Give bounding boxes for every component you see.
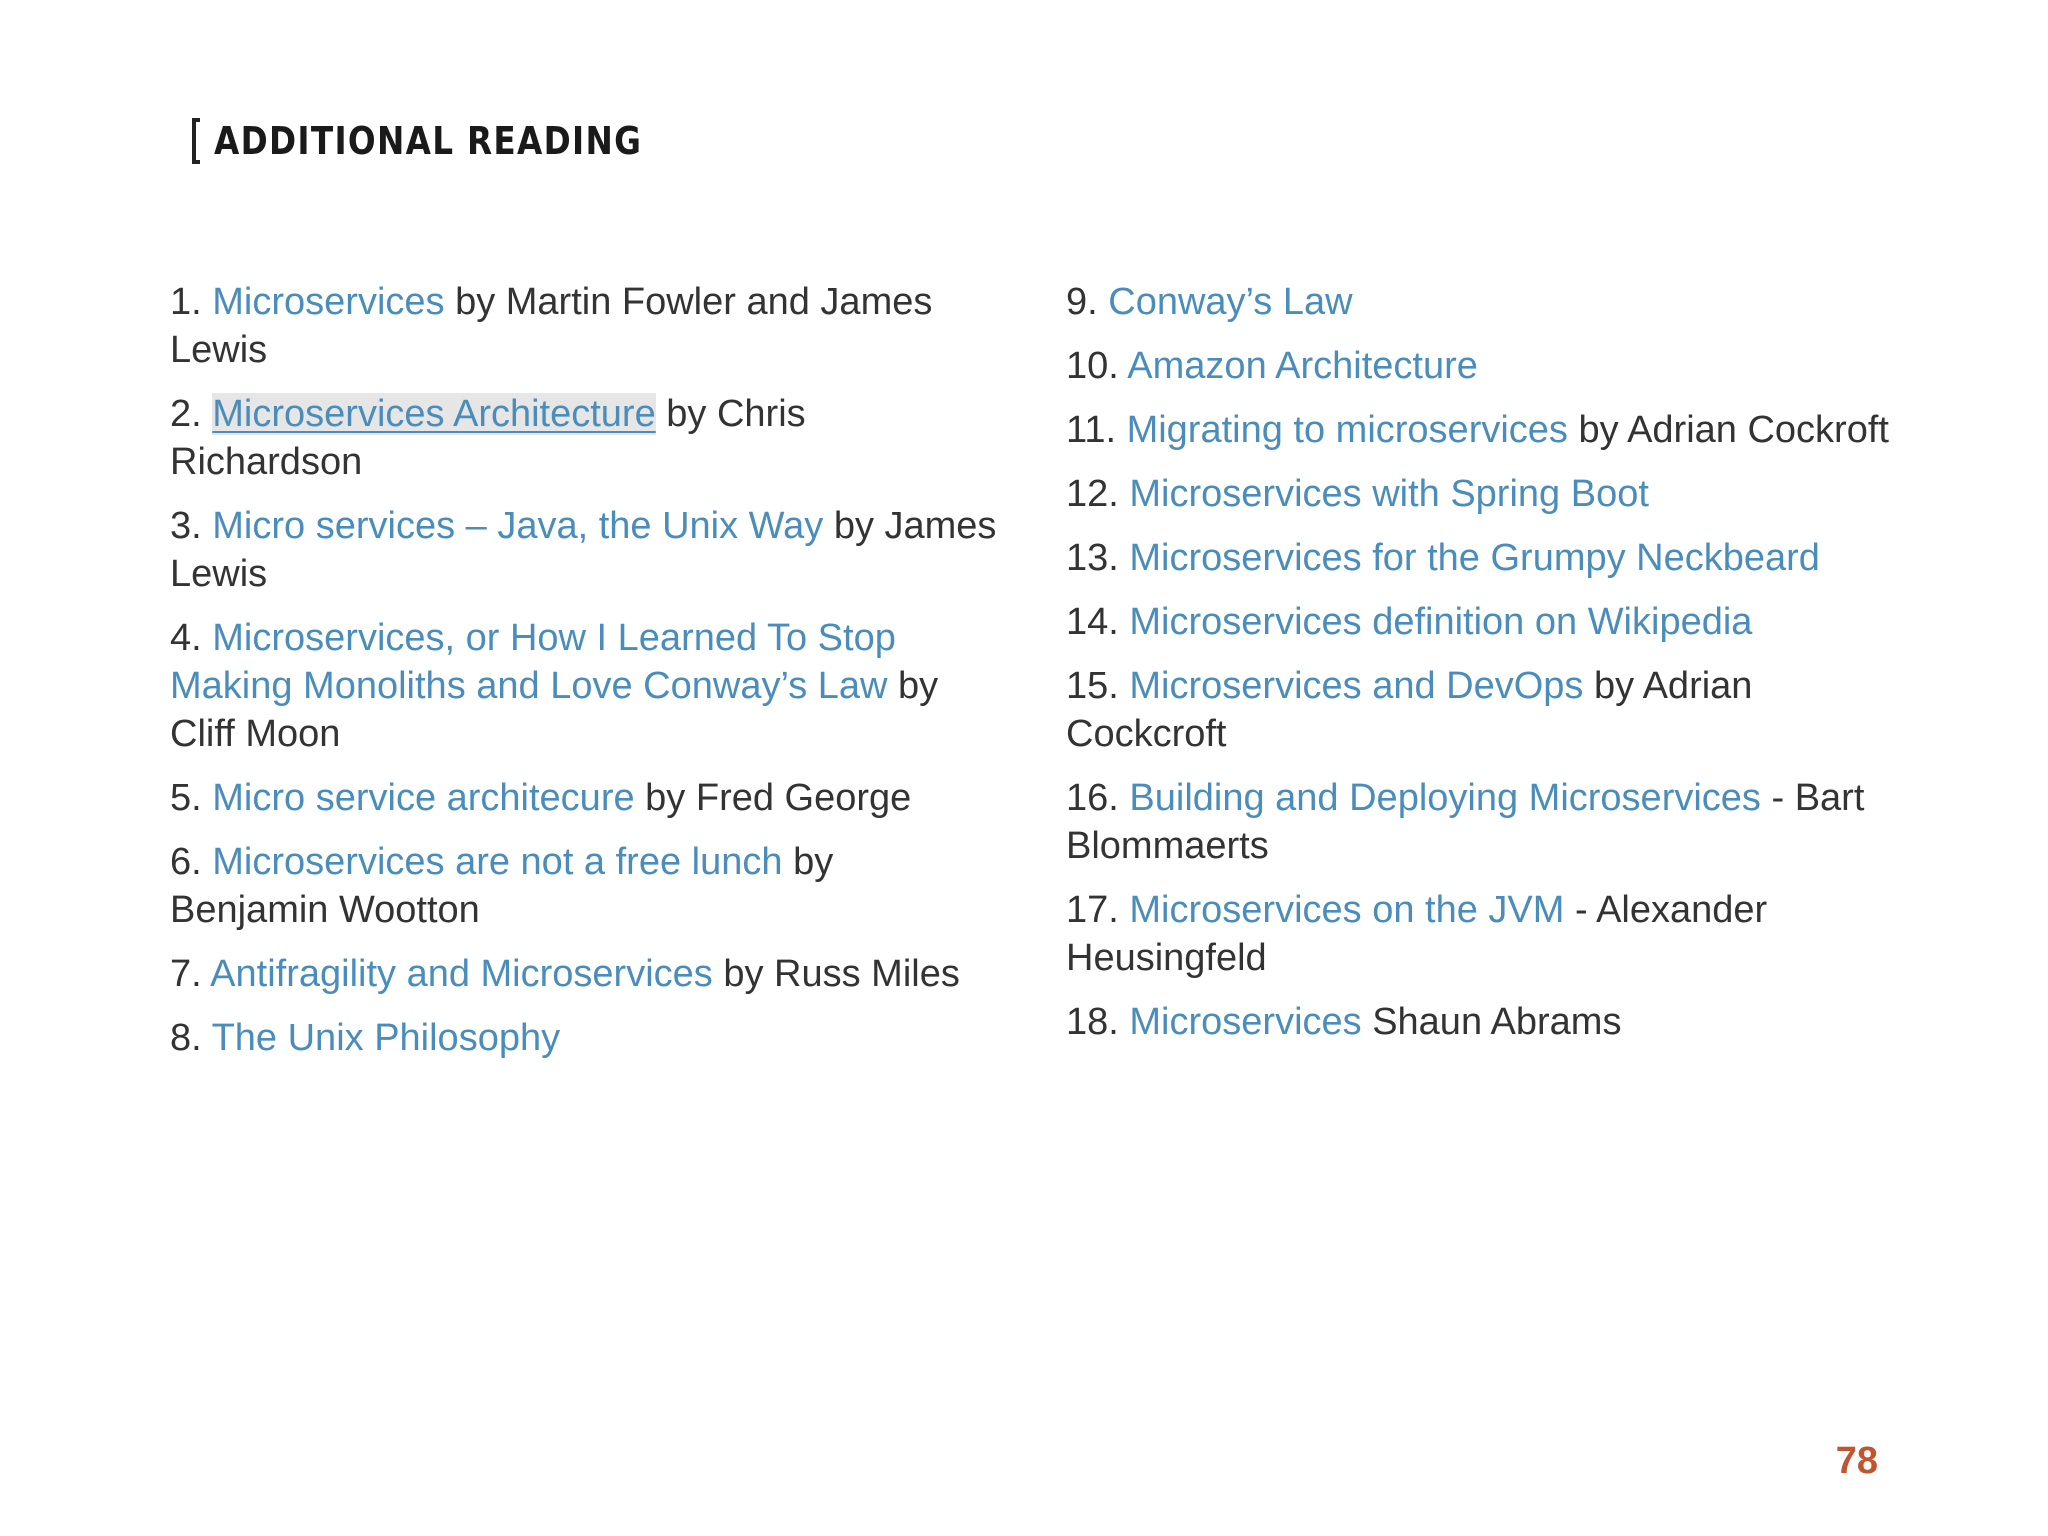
- list-item: [1066, 278, 1896, 326]
- item-author: by Martin Fowler and James Lewis: [170, 281, 933, 371]
- list-item: [1066, 598, 1896, 646]
- reading-link[interactable]: Building and Deploying Microservices: [1129, 777, 1761, 819]
- item-number: 9.: [1066, 281, 1098, 323]
- reading-link[interactable]: Microservices for the Grumpy Neckbeard: [1129, 537, 1820, 579]
- reading-link[interactable]: Micro services – Java, the Unix Way: [212, 505, 824, 547]
- section-heading: [192, 118, 712, 164]
- page-number: 78: [1835, 1440, 1878, 1482]
- reading-list-left-column: [170, 278, 1000, 1078]
- item-author: by Adrian Cockroft: [1567, 409, 1889, 451]
- item-number: 8.: [170, 1017, 202, 1059]
- list-item: [170, 838, 1000, 934]
- reading-link[interactable]: Microservices, or How I Learned To Stop Making Monoliths and Love Conway’s Law: [170, 617, 896, 707]
- list-item: [1066, 774, 1896, 870]
- list-item: [1066, 998, 1896, 1046]
- item-author: by Benjamin Wootton: [170, 841, 834, 931]
- reading-list-right-column: [1066, 278, 1896, 1062]
- item-number: 15.: [1066, 665, 1119, 707]
- item-number: 10.: [1066, 345, 1119, 387]
- item-author: by Cliff Moon: [170, 665, 939, 755]
- list-item: [170, 390, 1000, 486]
- item-author: Shaun Abrams: [1361, 1001, 1622, 1043]
- reading-link[interactable]: Microservices: [212, 281, 445, 323]
- item-author: - Bart Blommaerts: [1066, 777, 1865, 867]
- item-author: by James Lewis: [170, 505, 997, 595]
- item-number: 18.: [1066, 1001, 1119, 1043]
- bracket-icon: [192, 118, 200, 164]
- list-item: [170, 950, 1000, 998]
- item-author: by Fred George: [634, 777, 912, 819]
- reading-link[interactable]: Migrating to microservices: [1126, 409, 1568, 451]
- reading-link[interactable]: Microservices with Spring Boot: [1129, 473, 1649, 515]
- reading-link[interactable]: Microservices are not a free lunch: [212, 841, 783, 883]
- reading-link[interactable]: The Unix Philosophy: [211, 1017, 561, 1059]
- reading-link[interactable]: Conway’s Law: [1108, 281, 1353, 323]
- item-number: 3.: [170, 505, 202, 547]
- list-item: [1066, 534, 1896, 582]
- list-item: [1066, 406, 1896, 454]
- reading-link[interactable]: Microservices definition on Wikipedia: [1129, 601, 1753, 643]
- list-item: [170, 1014, 1000, 1062]
- item-number: 11.: [1066, 409, 1117, 451]
- list-item: [170, 774, 1000, 822]
- item-number: 17.: [1066, 889, 1119, 931]
- list-item: [1066, 470, 1896, 518]
- item-number: 5.: [170, 777, 202, 819]
- item-number: 2.: [170, 393, 202, 435]
- item-author: - Alexander Heusingfeld: [1066, 889, 1768, 979]
- item-number: 6.: [170, 841, 202, 883]
- reading-link[interactable]: Antifragility and Microservices: [210, 953, 713, 995]
- item-author: by Adrian Cockcroft: [1066, 665, 1753, 755]
- reading-link[interactable]: Microservices Architecture: [212, 393, 656, 435]
- item-number: 13.: [1066, 537, 1119, 579]
- reading-link[interactable]: Micro service architecure: [212, 777, 635, 819]
- item-number: 1.: [170, 281, 202, 323]
- page-title: ADDITIONAL READING: [214, 119, 643, 163]
- item-number: 14.: [1066, 601, 1119, 643]
- item-number: 7.: [170, 953, 202, 995]
- list-item: [170, 614, 1000, 758]
- list-item: [1066, 886, 1896, 982]
- reading-link[interactable]: Microservices on the JVM: [1129, 889, 1565, 931]
- list-item: [1066, 342, 1896, 390]
- list-item: [1066, 662, 1896, 758]
- list-item: [170, 278, 1000, 374]
- item-number: 4.: [170, 617, 202, 659]
- item-number: 12.: [1066, 473, 1119, 515]
- list-item: [170, 502, 1000, 598]
- reading-link[interactable]: Amazon Architecture: [1127, 345, 1478, 387]
- reading-link[interactable]: Microservices: [1129, 1001, 1362, 1043]
- item-number: 16.: [1066, 777, 1119, 819]
- item-author: by Russ Miles: [712, 953, 960, 995]
- item-author: by Chris Richardson: [170, 393, 806, 483]
- reading-link[interactable]: Microservices and DevOps: [1129, 665, 1584, 707]
